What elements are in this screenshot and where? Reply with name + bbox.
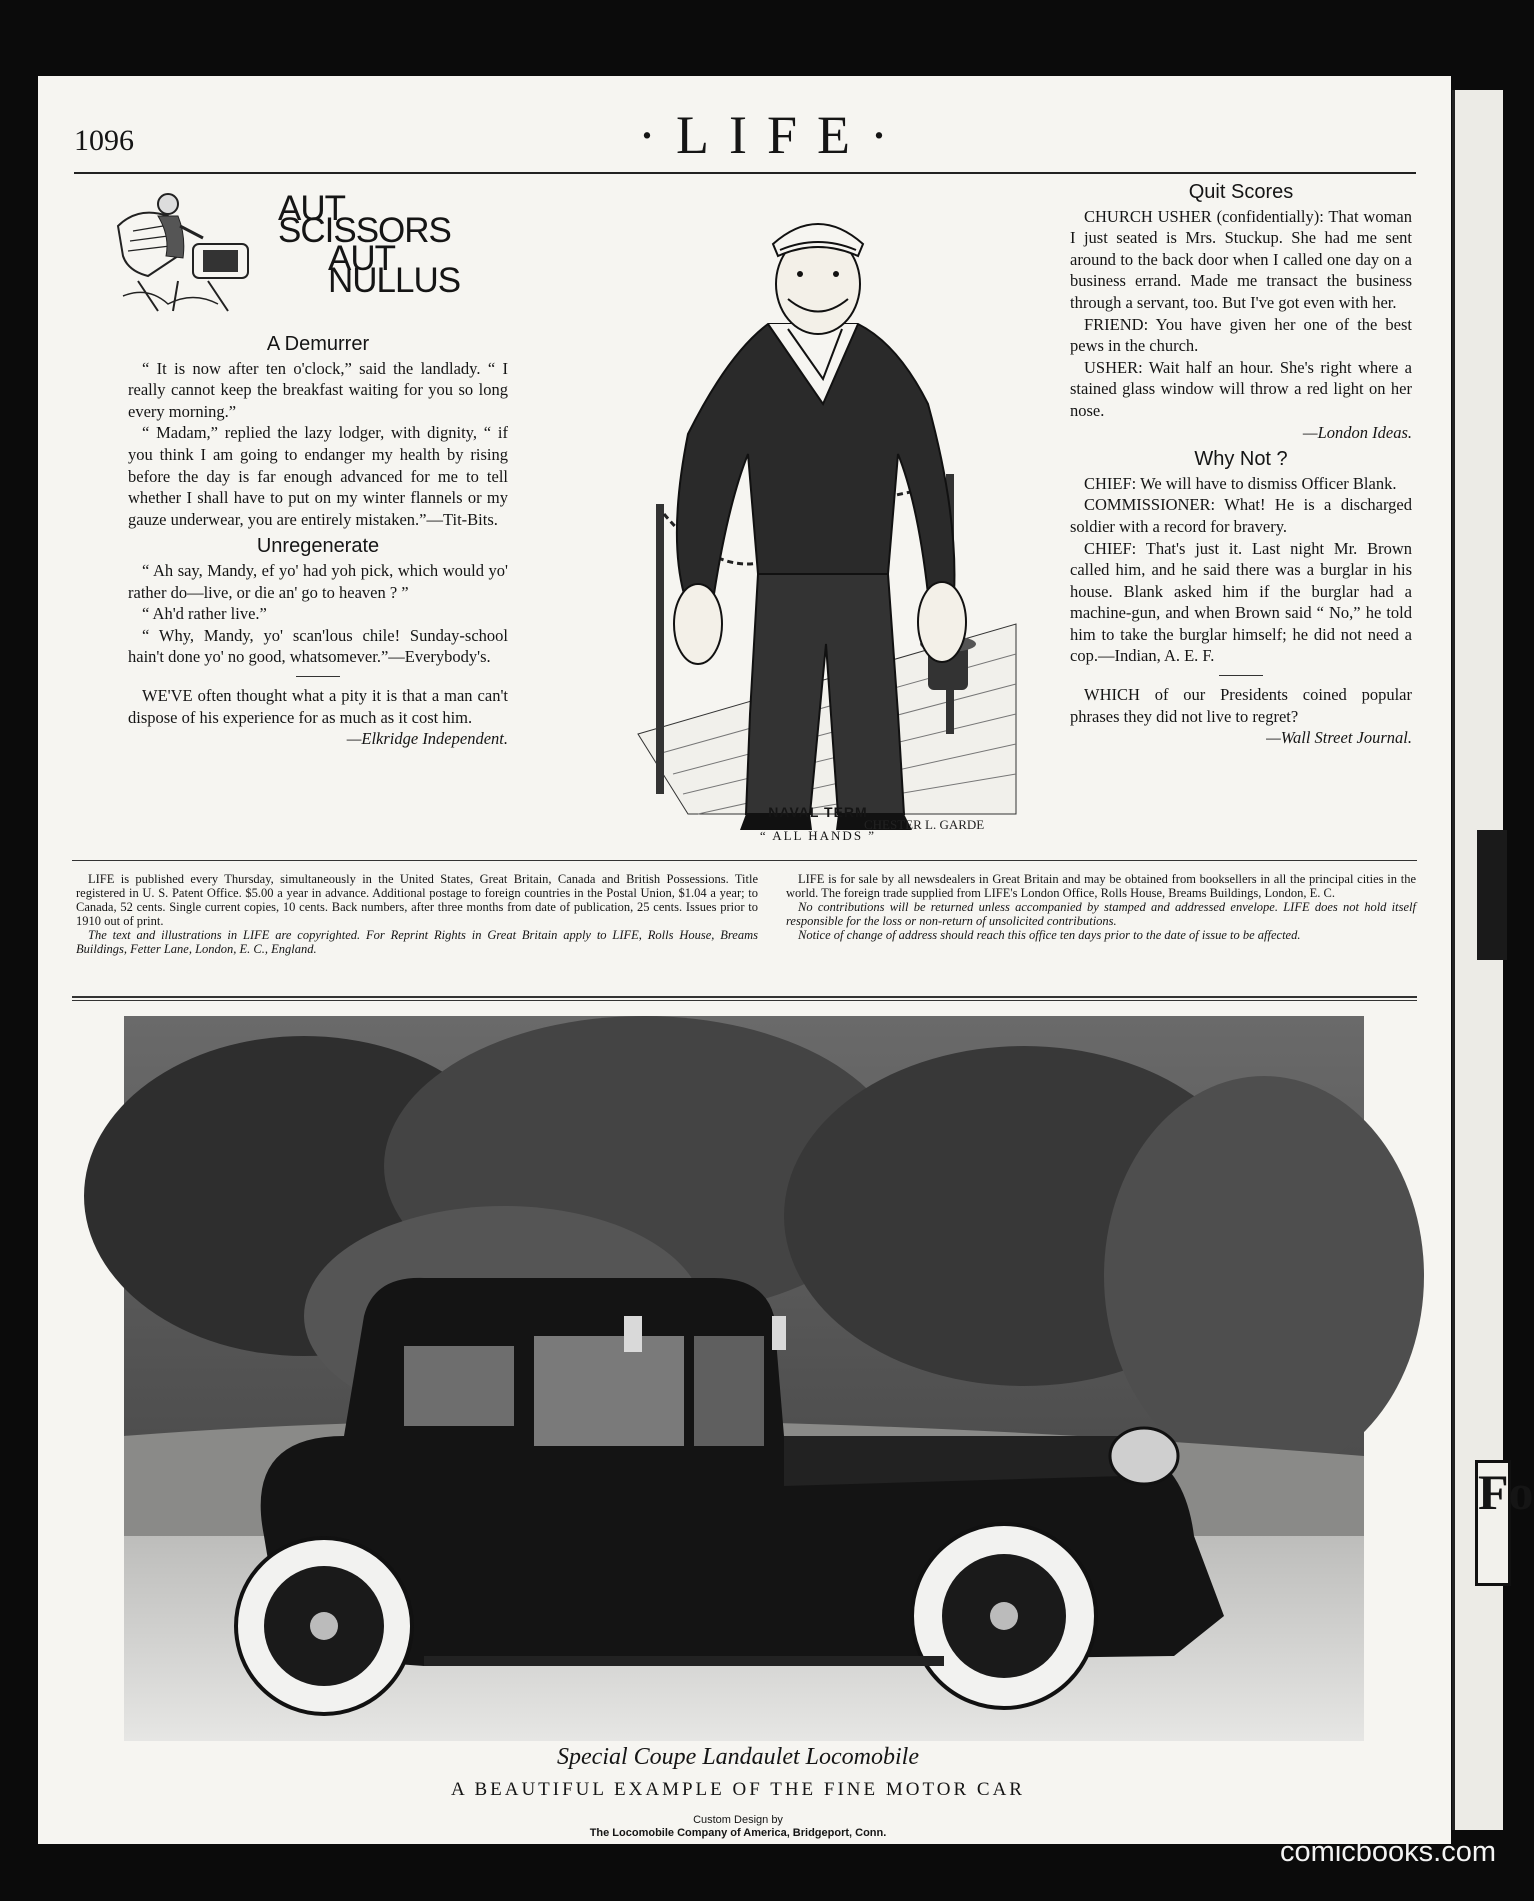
attribution: —Elkridge Independent. [346,729,508,749]
page-header [38,76,1451,172]
site-watermark: comicbooks.com [1280,1836,1496,1868]
divider [296,676,340,677]
masthead-title: ·LIFE· [638,105,908,165]
artist-signature: CHESTER L. GARDE [864,817,985,832]
illustration-caption: NAVAL TERM [768,804,868,820]
column-logo [128,176,508,328]
adjacent-ad-block [1477,830,1507,960]
attribution: —London Ideas. [1302,422,1412,442]
article-title-why-not: Why Not ? [1194,448,1288,471]
magazine-page [38,76,1451,1844]
page-number: 1096 [74,124,134,157]
article-paragraph: WHICH of our Presidents coined popular phrases they did not live to regret? [1070,685,1412,726]
notice-paragraph: The text and illustrations in LIFE are copyrighted. For Reprint Rights in Great Britain apply to LIFE, Rolls House, Breams Buildings, Fetter Lane, London, E. C., England. [76,928,758,956]
article-paragraph: USHER: Wait half an hour. She's right where a stained glass window will throw a red light on her nose. [1070,357,1412,420]
divider [1219,675,1263,676]
left-column [128,176,508,750]
car-model-script: Special Coupe Landaulet Locomobile [557,1744,919,1770]
publication-notice-right [786,872,1416,942]
illustration-subcaption: “ ALL HANDS ” [759,828,877,843]
publication-notice-left [76,872,758,956]
article-title-quit-scores: Quit Scores [1188,181,1294,203]
logo-line-2: AUT NULLUS [328,239,461,300]
article-paragraph: “ Madam,” replied the lazy lodger, with dignity, “ if you think I am going to endanger my health by rising before the day is far enough advanced for me to tell whether I shall have to put on my winter flannels or my gauze underwear, you are entirely mistaken.”—Tit-Bits. [128,423,508,529]
article-paragraph: CHIEF: That's just it. Last night Mr. Brown called him, and he said there was a burglar in his house. Blank asked him if the burglar had a machine-gun, and when Brown said “ No,” he told him to take the burglar himself; he did not need a cop.—Indian, A. E. F. [1070,538,1412,666]
car-headline: A BEAUTIFUL EXAMPLE OF THE FINE MOTOR CAR [451,1779,1025,1800]
barber-chair-illustration [108,186,258,316]
article-paragraph: WE'VE often thought what a pity it is that a man can't dispose of his experience for as much as it cost him. [128,685,508,727]
article-title-unregenerate: Unregenerate [256,535,380,558]
article-paragraph: “ Ah say, Mandy, ef yo' had yoh pick, which would yo' rather do—live, or die an' go to heaven ? ” [128,560,508,602]
right-column [1070,176,1412,749]
attribution: —Wall Street Journal. [1266,728,1412,748]
article-paragraph: CHURCH USHER (confidentially): That woman I just seated is Mrs. Stuckup. She had me sent around to the back door when I called one day on a business errand. Made me transact the business through a servant, too. But I've got even with her. [1070,206,1412,312]
custom-design-line: Custom Design by [693,1814,783,1826]
article-paragraph: “ It is now after ten o'clock,” said the landlady. “ I really cannot keep the breakfast waiting for you so long every morning.” [128,358,508,421]
logo-line-1: AUT SCISSORS [278,189,451,250]
article-title-demurrer: A Demurrer [266,333,370,355]
article-paragraph: “ Why, Mandy, yo' scan'lous chile! Sunday-school hain't done yo' no good, whatsomever.”—Everybody's. [128,625,508,667]
article-paragraph: COMMISSIONER: What! He is a discharged soldier with a record for bravery. [1070,495,1412,536]
article-paragraph: FRIEND: You have given her one of the best pews in the church. [1070,314,1412,356]
notice-paragraph: No contributions will be returned unless accompanied by stamped and addressed envelope. LIFE does not hold itself responsible for the loss or non-return of unsolicited contributions. [786,900,1416,928]
sailor-illustration [628,174,1016,864]
notice-paragraph: LIFE is published every Thursday, simultaneously in the United States, Great Britain, Canada and British Possessions. Title registered in U. S. Patent Office. $5.00 a year in advance. Additional postage to foreign countries in the Postal Union, $1.04 a year; to Canada, 52 cents. Single current copies, 10 cents. Back numbers, after three months from date of publication, 25 cents. Issues prior to 1910 out of print. [76,872,758,928]
section-rule [72,860,1417,861]
adjacent-ad-fragment: Fo [1475,1460,1511,1586]
adjacent-page-strip [1452,90,1534,1830]
section-rule [72,1000,1417,1001]
notice-paragraph: LIFE is for sale by all newsdealers in Great Britain and may be obtained from booksellers in all the principal cities in the world. The foreign trade supplied from LIFE's London Office, Rolls House, Breams Buildings, London, E. C. [786,872,1416,900]
notice-paragraph: Notice of change of address should reach this office ten days prior to the date of issue to be affected. [798,928,1301,942]
car-photograph [124,1016,1364,1741]
article-paragraph: CHIEF: We will have to dismiss Officer Blank. [1084,473,1397,493]
manufacturer-line: The Locomobile Company of America, Bridgeport, Conn. [589,1827,887,1839]
article-paragraph: “ Ah'd rather live.” [142,604,267,624]
section-rule [72,996,1417,998]
